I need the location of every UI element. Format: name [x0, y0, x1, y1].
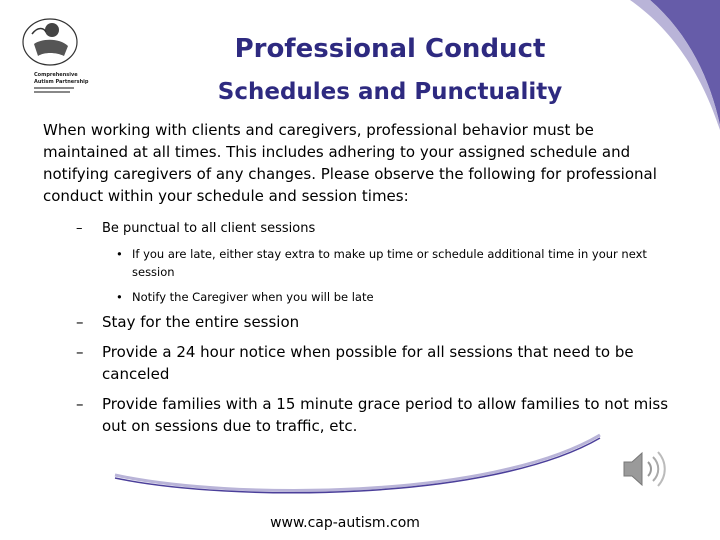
logo-figure-icon	[20, 16, 80, 70]
slide-subtitle: Schedules and Punctuality	[217, 79, 563, 105]
slide-title: Professional Conduct	[234, 34, 546, 64]
sub-bullet-dot: •	[116, 290, 123, 304]
bullet-text: Stay for the entire session	[102, 313, 300, 331]
sub-bullet-dot: •	[116, 247, 123, 261]
bullet-dash: –	[76, 313, 84, 331]
sub-bullet-text: Notify the Caregiver when you will be late	[132, 290, 374, 304]
speaker-icon[interactable]	[620, 446, 670, 492]
intro-paragraph: When working with clients and caregivers, professional behavior must be maintained at all times. This includes adhering to your assigned schedule and notifying caregivers of any changes. Please observe the following for professional conduct within your schedule and session times:	[43, 121, 657, 205]
bullet-dash: –	[76, 395, 84, 413]
bullet-dash: –	[76, 221, 83, 236]
logo-text-line1: Comprehensive	[34, 72, 78, 78]
sub-bullet-text: If you are late, either stay extra to make up time or schedule additional time in your next session	[132, 247, 647, 279]
bullet-text: Provide families with a 15 minute grace period to allow families to not miss out on sessions due to traffic, etc.	[102, 395, 669, 435]
bullet-text: Provide a 24 hour notice when possible for all sessions that need to be canceled	[102, 343, 634, 383]
footer-url: www.cap-autism.com	[270, 515, 420, 531]
bottom-swoosh-decoration	[110, 430, 610, 500]
company-logo	[14, 16, 104, 100]
logo-tagline-line	[34, 87, 74, 89]
bullet-text: Be punctual to all client sessions	[102, 221, 316, 236]
corner-swoosh-decoration	[610, 0, 720, 130]
logo-tagline-line	[34, 91, 70, 93]
bullet-dash: –	[76, 343, 84, 361]
logo-text-line2: Autism Partnership	[34, 79, 89, 85]
